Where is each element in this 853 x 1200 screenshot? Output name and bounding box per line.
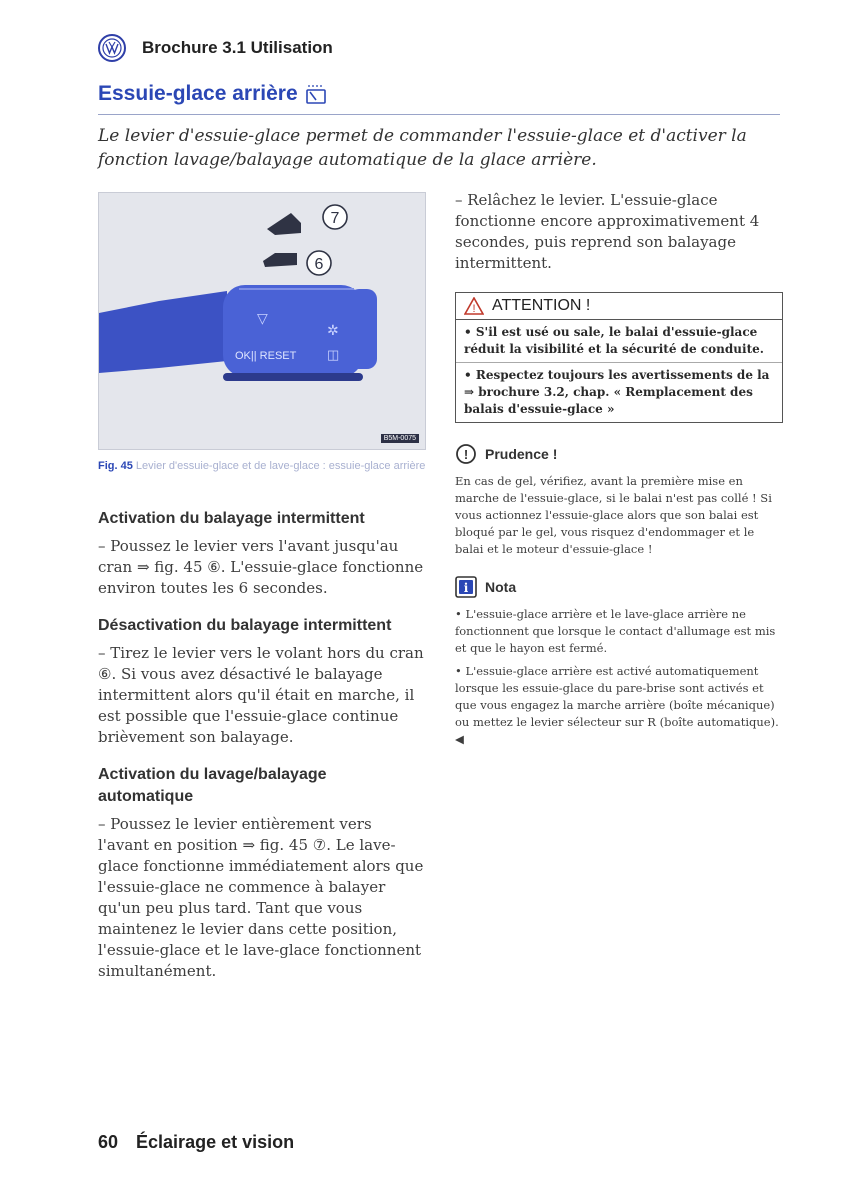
rear-wiper-icon <box>304 83 328 105</box>
paragraph-release-lever: – Relâchez le levier. L'essuie-glace fonctionne encore approximativement 4 secondes, puis reprend son balayage intermittent. <box>455 191 760 272</box>
figure-caption <box>98 458 426 474</box>
svg-text:!: ! <box>472 303 476 315</box>
caption-fig-number: Fig. 45 <box>98 460 133 472</box>
title-divider <box>98 114 780 115</box>
right-column <box>455 190 783 754</box>
figure-tag: B5M-0075 <box>381 434 419 443</box>
nota-item-2: • L'essuie-glace arrière est activé automatiquement lorsque les essuie-glace du pare-brise sont activés et que vous engagez la marche arrière (boîte mécanique) ou mettez le levier sélecteur sur R (boîte automatique). ◀ <box>455 664 779 746</box>
heading-activation-wash: Activation du lavage/balayage automatique <box>98 766 327 805</box>
header <box>98 34 333 62</box>
intro-text: Le levier d'essuie-glace permet de commander l'essuie-glace et d'activer la fonction lavage/balayage automatique de la glace arrière. <box>98 126 747 170</box>
heading-activation-intermittent: Activation du balayage intermittent <box>98 510 365 527</box>
svg-text:i: i <box>463 581 469 595</box>
caution-circle-icon <box>455 443 477 465</box>
nota-header <box>455 576 783 598</box>
section-title <box>98 82 328 106</box>
svg-text:!: ! <box>463 447 469 462</box>
info-icon <box>455 576 477 598</box>
chapter-title: Éclairage et vision <box>136 1132 295 1152</box>
nota-title: Nota <box>485 579 517 595</box>
warning-triangle-icon <box>464 297 484 315</box>
attention-box <box>455 292 783 423</box>
label-7: 7 <box>330 210 340 227</box>
paragraph-deactivation-intermittent: – Tirez le levier vers le volant hors du cran ⑥. Si vous avez désactivé le balayage intermittent alors qu'il était en marche, il est possible que l'essuie-glace continue brièvement son balayage. <box>98 644 424 746</box>
svg-text:◫: ◫ <box>327 347 340 362</box>
attention-title: ATTENTION ! <box>492 297 591 314</box>
paragraph-activation-wash: – Poussez le levier entièrement vers l'avant en position ⇒ fig. 45 ⑦. Le lave-glace fonctionne immédiatement alors que l'essuie-glace ne commence à balayer qu'un peu plus tard. Tant que vous maintenez le levier dans cette position, l'essuie-glace et le lave-glace fonctionnent simultanément. <box>98 815 424 980</box>
svg-text:✲: ✲ <box>327 322 339 338</box>
wiper-lever-illustration <box>99 193 426 450</box>
prudence-header <box>455 443 783 465</box>
nota-item-1: • L'essuie-glace arrière et le lave-glace arrière ne fonctionnent que lorsque le contact d'allumage est mis et que le hayon est fermé. <box>455 607 776 655</box>
page-number: 60 <box>98 1132 119 1152</box>
left-column <box>98 508 426 998</box>
label-6: 6 <box>314 256 324 273</box>
figure-45 <box>98 192 426 450</box>
svg-text:▽: ▽ <box>257 310 268 326</box>
header-title: Brochure 3.1 Utilisation <box>142 38 333 57</box>
paragraph-activation-intermittent: – Poussez le levier vers l'avant jusqu'au cran ⇒ fig. 45 ⑥. L'essuie-glace fonctionne environ toutes les 6 secondes. <box>98 537 424 597</box>
heading-deactivation-intermittent: Désactivation du balayage intermittent <box>98 617 392 634</box>
prudence-text: En cas de gel, vérifiez, avant la première mise en marche de l'essuie-glace, si le balai n'est pas collé ! Si vous actionnez l'essuie-glace alors que son balai est bloqué par le gel, vous risquez d'endommager et le balai et le moteur d'essuie-glace ! <box>455 474 772 556</box>
caption-text: Levier d'essuie-glace et de lave-glace : essuie-glace arrière <box>135 460 426 472</box>
reset-button-text: OK|| RESET <box>235 350 297 362</box>
attention-header <box>456 293 782 320</box>
attention-item-1: • S'il est usé ou sale, le balai d'essuie-glace réduit la visibilité et la sécurité de conduite. <box>464 325 764 356</box>
page-footer <box>98 1132 294 1153</box>
vw-logo-icon <box>98 34 126 62</box>
prudence-title: Prudence ! <box>485 446 558 462</box>
section-title-text: Essuie-glace arrière <box>98 82 298 105</box>
attention-item-2: • Respectez toujours les avertissements de la ⇒ brochure 3.2, chap. « Remplacement des balais d'essuie-glace » <box>456 362 782 422</box>
